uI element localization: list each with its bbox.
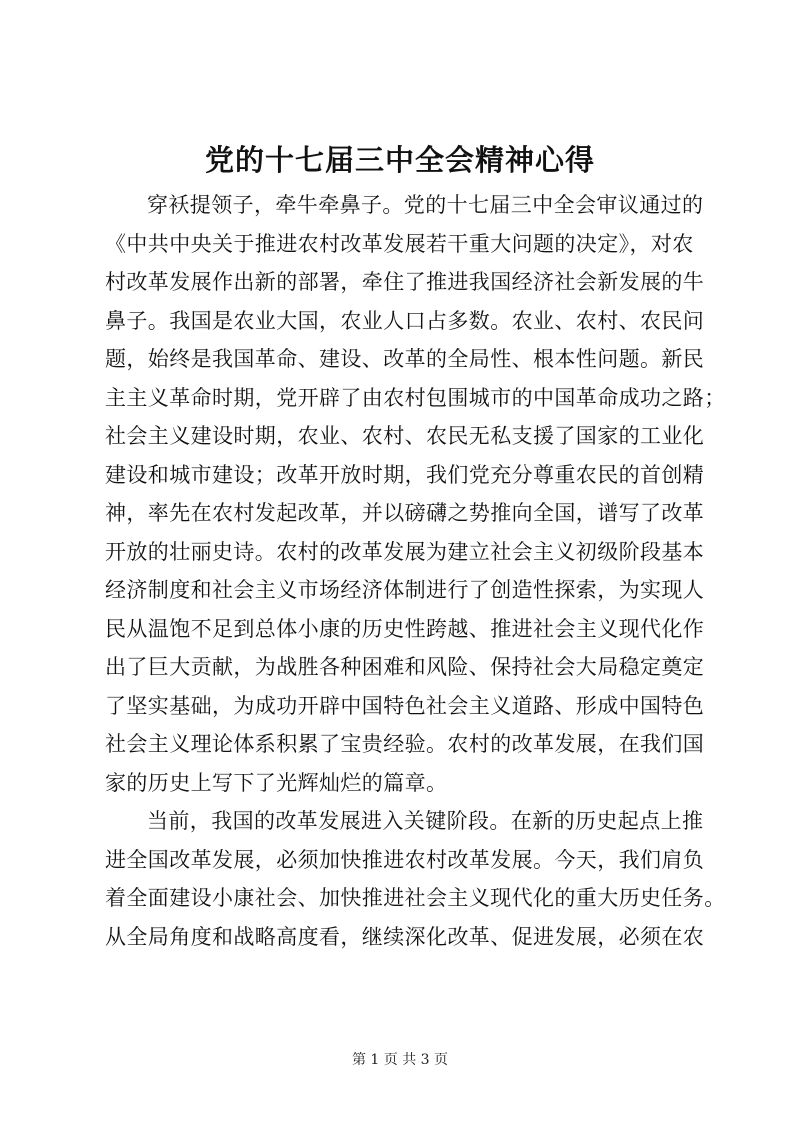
paragraph-1-line-12: 民从温饱不足到总体小康的历史性跨越、推进社会主义现代化作 (105, 616, 705, 641)
document-body (105, 186, 726, 956)
paragraph-1-line-4: 鼻子。我国是农业大国，农业人口占多数。农业、农村、农民问 (105, 308, 705, 333)
paragraph-1-line-11: 经济制度和社会主义市场经济体制进行了创造性探索，为实现人 (105, 578, 705, 602)
paragraph-1-line-8: 建设和城市建设；改革开放时期，我们党充分尊重农民的首创精 (105, 462, 705, 487)
paragraph-1-line-16: 家的历史上写下了光辉灿烂的篇章。 (105, 770, 448, 795)
paragraph-1-line-3: 村改革发展作出新的部署，牵住了推进我国经济社会新发展的牛 (105, 270, 705, 294)
paragraph-1-line-9: 神，率先在农村发起改革，并以磅礴之势推向全国，谱写了改革 (105, 501, 705, 525)
paragraph-2-line-4: 从全局角度和战略高度看，继续深化改革、促进发展，必须在农 (105, 924, 705, 949)
paragraph-1-line-7: 社会主义建设时期，农业、农村、农民无私支援了国家的工业化 (105, 424, 705, 448)
paragraph-1-line-6: 主主义革命时期，党开辟了由农村包围城市的中国革命成功之路； (105, 385, 726, 410)
paragraph-1-line-13: 出了巨大贡献，为战胜各种困难和风险、保持社会大局稳定奠定 (105, 655, 705, 679)
document-title: 党的十七届三中全会精神心得 (204, 143, 595, 177)
paragraph-2-line-1: 当前，我国的改革发展进入关键阶段。在新的历史起点上推 (147, 809, 704, 833)
paragraph-2-line-3: 着全面建设小康社会、加快推进社会主义现代化的重大历史任务。 (105, 886, 726, 910)
paragraph-2-line-2: 进全国改革发展，必须加快推进农村改革发展。今天，我们肩负 (105, 847, 705, 872)
paragraph-1-line-1: 穿袄提领子，牵牛牵鼻子。党的十七届三中全会审议通过的 (147, 193, 704, 217)
paragraph-1-line-2: 《中共中央关于推进农村改革发展若干重大问题的决定》，对农 (105, 231, 694, 256)
page-footer: 第 1 页 共 3 页 (351, 1052, 449, 1068)
paragraph-1-line-10: 开放的壮丽史诗。农村的改革发展为建立社会主义初级阶段基本 (105, 539, 705, 564)
paragraph-1-line-5: 题，始终是我国革命、建设、改革的全局性、根本性问题。新民 (105, 347, 705, 371)
paragraph-1-line-15: 社会主义理论体系积累了宝贵经验。农村的改革发展，在我们国 (105, 732, 705, 756)
paragraph-1-line-14: 了坚实基础，为成功开辟中国特色社会主义道路、形成中国特色 (105, 693, 705, 718)
